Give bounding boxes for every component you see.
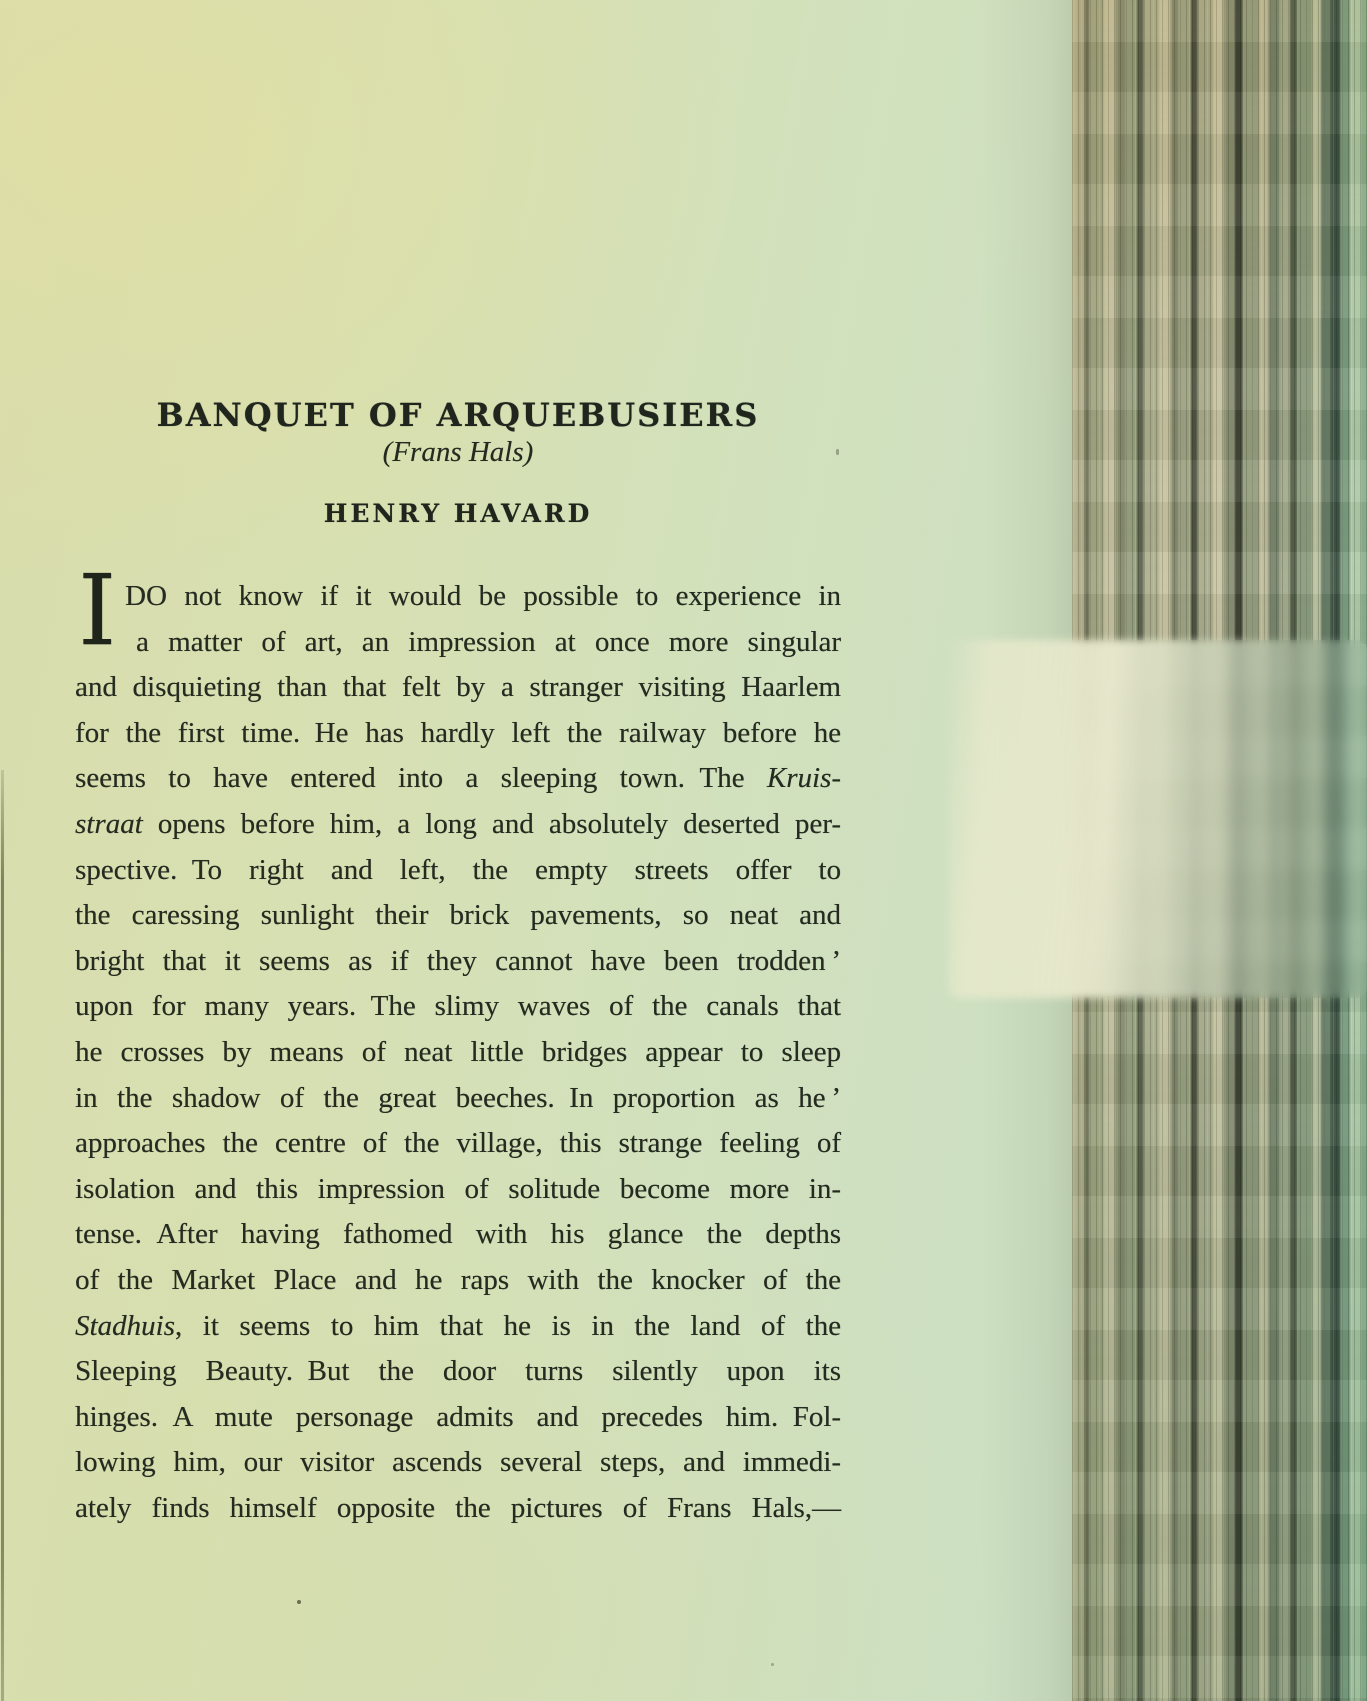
body-line: lowing him, our visitor ascends several steps, and immedi-	[75, 1446, 841, 1479]
body-line: Sleeping Beauty. But the door turns silently upon its	[75, 1355, 841, 1388]
photo-blur-glare	[948, 640, 1367, 998]
drop-cap: I	[78, 554, 117, 667]
body-line: ately finds himself opposite the pictures of Frans Hals,—	[75, 1491, 841, 1524]
body-line: straat opens before him, a long and absolutely deserted per-	[75, 807, 841, 840]
body-line: seems to have entered into a sleeping town. The Kruis-	[75, 762, 841, 795]
body-line: he crosses by means of neat little bridges appear to sleep	[75, 1035, 841, 1068]
body-line: a matter of art, an impression at once more singular	[136, 625, 841, 658]
body-line: for the first time. He has hardly left the railway before he	[75, 716, 841, 749]
page-gutter-line	[1, 770, 4, 1701]
body-line: bright that it seems as if they cannot have been trodden ’	[75, 944, 841, 977]
body-line: hinges. A mute personage admits and precedes him. Fol-	[75, 1400, 841, 1433]
body-line: spective. To right and left, the empty streets offer to	[75, 853, 841, 886]
body-line: approaches the centre of the village, this strange feeling of	[75, 1127, 841, 1160]
body-line: upon for many years. The slimy waves of the canals that	[75, 990, 841, 1023]
body-line: of the Market Place and he raps with the knocker of the	[75, 1263, 841, 1296]
body-line: isolation and this impression of solitude become more in-	[75, 1172, 841, 1205]
article-author: HENRY HAVARD	[323, 499, 593, 528]
article-body	[75, 554, 841, 1531]
article-title: BANQUET OF ARQUEBUSIERS	[156, 396, 760, 434]
paper-speck	[771, 1663, 774, 1666]
body-text-lines	[75, 574, 841, 1531]
body-line: tense. After having fathomed with his glance the depths	[75, 1218, 841, 1251]
body-line: in the shadow of the great beeches. In proportion as he ’	[75, 1081, 841, 1114]
body-line: Stadhuis, it seems to him that he is in the land of the	[75, 1309, 841, 1342]
body-line: and disquieting than that felt by a stranger visiting Haarlem	[75, 671, 841, 704]
body-line: DO not know if it would be possible to experience in	[125, 580, 841, 612]
article-subtitle: (Frans Hals)	[382, 436, 534, 468]
body-line: the caressing sunlight their brick pavements, so neat and	[75, 899, 841, 932]
paper-speck	[297, 1600, 301, 1604]
